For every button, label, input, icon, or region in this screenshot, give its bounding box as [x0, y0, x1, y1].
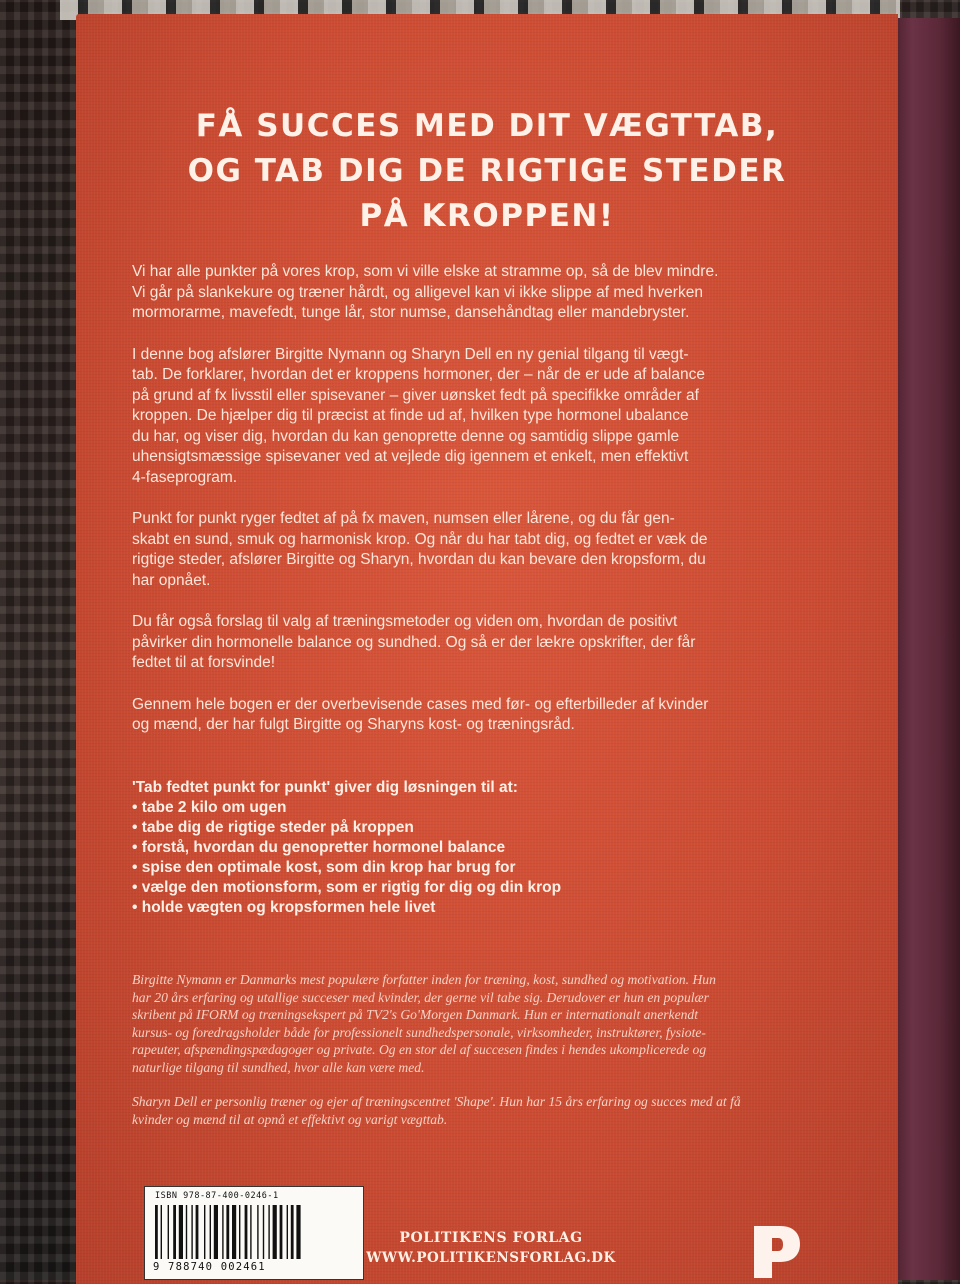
text-line: på grund af fx livsstil eller spisevaner – giver uønsket fedt på specifikke områder af [132, 386, 699, 404]
benefit-item: • forstå, hvordan du genopretter hormonel balance [132, 838, 852, 858]
benefits-list [132, 778, 852, 918]
headline-line: PÅ KROPPEN! [359, 198, 615, 234]
publisher-name: POLITIKENS FORLAG [399, 1230, 583, 1246]
benefits-items [132, 798, 852, 918]
isbn-label: ISBN 978-87-400-0246-1 [155, 1191, 279, 1201]
text-line: påvirker din hormonelle balance og sundhed. Og så er der lækre opskrifter, der får [132, 633, 696, 651]
blurb-paragraph-1 [132, 262, 852, 324]
text-line: Punkt for punkt ryger fedtet af på fx maven, numsen eller lårene, og du får gen- [132, 510, 675, 527]
politiken-p-logo-icon [752, 1224, 802, 1280]
text-line: Sharyn Dell er personlig træner og ejer af træningscentret 'Shape'. Hun har 15 års erfaring og succes med at få [132, 1094, 741, 1109]
text-line: rigtige steder, afslører Birgitte og Sharyn, hvordan du kan bevare den kropsform, du [132, 551, 706, 568]
text-line: fedtet til at forsvinde! [132, 654, 276, 671]
text-line: kursus- og foredragsholder både for professionelt sundhedspersonale, virksomheder, instruktører, fysiote- [132, 1024, 706, 1040]
benefit-item: • tabe 2 kilo om ugen [132, 798, 852, 818]
text-line: kvinder og mænd til at opnå et effektivt og varigt vægttab. [132, 1111, 448, 1127]
text-line: naturlige tilgang til sundhed, hvor alle kan være med. [132, 1059, 425, 1075]
barcode-number: 9 788740 002461 [153, 1261, 266, 1273]
benefits-intro: 'Tab fedtet punkt for punkt' giver dig løsningen til at: [132, 779, 518, 796]
text-line: Du får også forslag til valg af træningsmetoder og viden om, hvordan de positivt [132, 613, 678, 630]
blurb-paragraph-4 [132, 612, 852, 674]
headline [116, 104, 858, 239]
text-line: kroppen. De hjælper dig til præcist at finde ud af, hvilken type hormonel ubalance [132, 407, 689, 424]
text-line: rapeuter, afspændingspædagoger og private. Og en stor del af succesen findes i hendes ukomplicerede og [132, 1042, 707, 1057]
text-line: skribent på IFORM og træningsekspert på TV2's Go'Morgen Danmark. Hun er internationalt anerkendt [132, 1007, 698, 1022]
text-line: mormorarme, mavefedt, tunge lår, stor numse, dansehåndtag eller mandebryster. [132, 304, 690, 321]
text-line: Birgitte Nymann er Danmarks mest populære forfatter inden for træning, kost, sundhed og motivation. Hun [132, 972, 716, 987]
text-line: skabt en sund, smuk og harmonisk krop. Og når du har tabt dig, og fedtet er væk de [132, 530, 708, 548]
benefit-item: • vælge den motionsform, som er rigtig for dig og din krop [132, 878, 852, 898]
text-line: uhensigtsmæssige spisevaner ved at vejlede dig igennem et enkelt, men effektivt [132, 448, 689, 465]
headline-line: OG TAB DIG DE RIGTIGE STEDER [187, 153, 787, 189]
barcode [144, 1186, 364, 1280]
blurb [132, 262, 852, 757]
book-back-cover [76, 14, 898, 1284]
publisher-url: WWW.POLITIKENSFORLAG.DK [366, 1250, 616, 1266]
bio-sharyn-dell [132, 1093, 856, 1128]
text-line: og mænd, der har fulgt Birgitte og Sharyns kost- og træningsråd. [132, 716, 575, 733]
text-line: har opnået. [132, 571, 211, 589]
text-line: 4-faseprogram. [132, 468, 238, 486]
headline-line: FÅ SUCCES MED DIT VÆGTTAB, [195, 108, 779, 144]
text-line: har 20 års erfaring og utallige succeser med kvinder, der gerne vil tabe sig. Derudover er hun en populær [132, 989, 709, 1005]
bio-birgitte-nymann [132, 971, 856, 1076]
text-line: I denne bog afslører Birgitte Nymann og Sharyn Dell en ny genial tilgang til vægt- [132, 345, 689, 363]
barcode-bars-icon [155, 1205, 353, 1259]
publisher [336, 1228, 646, 1268]
benefit-item: • tabe dig de rigtige steder på kroppen [132, 818, 852, 838]
text-line: Vi går på slankekure og træner hårdt, og alligevel kan vi ikke slippe af med hverken [132, 283, 703, 301]
blurb-paragraph-2 [132, 345, 852, 489]
book-spine [892, 18, 960, 1280]
blurb-paragraph-3 [132, 509, 852, 591]
text-line: du har, og viser dig, hvordan du kan genoprette denne og samtidig slippe gamle [132, 427, 680, 445]
text-line: tab. De forklarer, hvordan det er kroppens hormoner, der – når de er ude af balance [132, 366, 705, 383]
blurb-paragraph-5 [132, 695, 852, 736]
author-bios [132, 971, 856, 1145]
benefit-item: • spise den optimale kost, som din krop har brug for [132, 858, 852, 878]
text-line: Vi har alle punkter på vores krop, som vi ville elske at stramme op, så de blev mindre. [132, 263, 719, 280]
benefit-item: • holde vægten og kropsformen hele livet [132, 898, 852, 918]
text-line: Gennem hele bogen er der overbevisende cases med før- og efterbilleder af kvinder [132, 695, 709, 713]
